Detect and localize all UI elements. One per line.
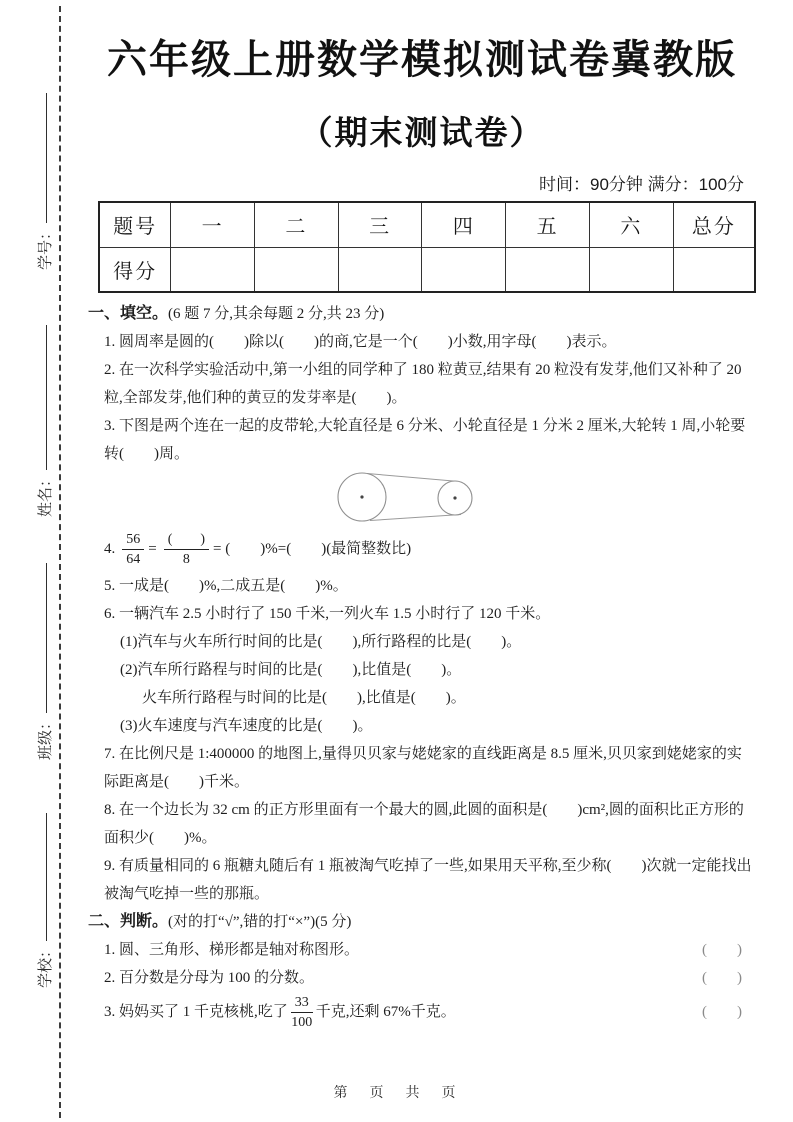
name-fill-line bbox=[46, 325, 47, 470]
score-empty-cell bbox=[673, 247, 755, 292]
section1-heading bbox=[88, 300, 756, 328]
class-fill-line bbox=[46, 563, 47, 713]
judgment-3 bbox=[88, 992, 756, 1032]
score-header-cell: 六 bbox=[589, 202, 673, 247]
score-table-score-row bbox=[99, 247, 755, 292]
sidebar-field-class bbox=[36, 563, 56, 760]
sidebar-field-student-id bbox=[36, 93, 56, 270]
student-id-fill-line bbox=[46, 93, 47, 223]
section2-note: (对的打“√”,错的打“×”)(5 分) bbox=[168, 914, 352, 930]
score-empty-cell bbox=[589, 247, 673, 292]
score-empty-cell bbox=[255, 247, 339, 292]
sidebar-field-name bbox=[36, 325, 56, 517]
question-4-rest: = ( )%=( )(最简整数比) bbox=[213, 541, 412, 557]
question-1: 1. 圆周率是圆的( )除以( )的商,它是一个( )小数,用字母( )表示。 bbox=[104, 334, 617, 350]
score-header-cell: 四 bbox=[422, 202, 506, 247]
judgment-1-answer-blank: ( ) bbox=[702, 942, 742, 958]
section1-note: (6 题 7 分,其余每题 2 分,共 23 分) bbox=[168, 306, 385, 322]
question-7: 7. 在比例尺是 1:400000 的地图上,量得贝贝家与姥姥家的直线距离是 8.5 厘米,贝贝家到姥姥家的实际距离是( )千米。 bbox=[104, 746, 742, 790]
page-subtitle: （期末测试卷） bbox=[299, 114, 545, 151]
score-row-label: 得分 bbox=[99, 247, 171, 292]
score-header-cell: 题号 bbox=[99, 202, 171, 247]
score-header-cell: 一 bbox=[171, 202, 255, 247]
section2-heading bbox=[88, 908, 756, 936]
score-table-header-row bbox=[99, 202, 755, 247]
judgment-3-answer-blank: ( ) bbox=[702, 1004, 742, 1020]
page-number-footer: 第 页 共 页 bbox=[333, 1084, 460, 1100]
dashed-cut-line bbox=[59, 6, 61, 1118]
section2-title: 二、判断。 bbox=[88, 913, 169, 930]
question-6-sub2: (2)汽车所行路程与时间的比是( ),比值是( )。 bbox=[120, 662, 462, 678]
score-empty-cell bbox=[506, 247, 590, 292]
school-fill-line bbox=[46, 813, 47, 941]
score-empty-cell bbox=[171, 247, 255, 292]
school-label: 学校： bbox=[37, 942, 54, 988]
question-4-number: 4. bbox=[104, 541, 116, 557]
fraction-33-100: $\frac{33}{100}$ bbox=[291, 994, 313, 1030]
question-8: 8. 在一个边长为 32 cm 的正方形里面有一个最大的圆,此圆的面积是( )cm²,圆的面积比正方形的面积少( )%。 bbox=[104, 802, 744, 846]
name-label: 姓名： bbox=[37, 471, 54, 517]
judgment-1-text: 1. 圆、三角形、梯形都是轴对称图形。 bbox=[104, 942, 360, 958]
sidebar-field-school bbox=[36, 813, 56, 988]
fraction-blank-8: $\frac{( )}{8}$ bbox=[164, 530, 209, 569]
question-6-sub1: (1)汽车与火车所行时间的比是( ),所行路程的比是( )。 bbox=[120, 634, 522, 650]
small-wheel-center-dot bbox=[453, 496, 456, 499]
large-wheel-center-dot bbox=[360, 495, 363, 498]
score-header-cell: 二 bbox=[255, 202, 339, 247]
question-9: 9. 有质量相同的 6 瓶糖丸随后有 1 瓶被淘气吃掉了一些,如果用天平称,至少称( )次就一定能找出被淘气吃掉一些的那瓶。 bbox=[104, 858, 752, 902]
section1-title: 一、填空。 bbox=[88, 305, 169, 322]
equals-sign: = bbox=[148, 541, 157, 557]
page-title: 六年级上册数学模拟测试卷冀教版 bbox=[107, 38, 737, 82]
score-header-cell: 五 bbox=[506, 202, 590, 247]
class-label: 班级： bbox=[37, 714, 54, 760]
question-4 bbox=[88, 526, 756, 572]
time-score-info: 时间：90分钟 满分：100分 bbox=[539, 175, 744, 194]
score-header-cell: 总分 bbox=[673, 202, 755, 247]
judgment-1 bbox=[88, 936, 756, 964]
judgment-2 bbox=[88, 964, 756, 992]
question-5: 5. 一成是( )%,二成五是( )%。 bbox=[104, 578, 348, 594]
score-empty-cell bbox=[422, 247, 506, 292]
score-empty-cell bbox=[338, 247, 422, 292]
judgment-2-answer-blank: ( ) bbox=[702, 970, 742, 986]
question-6-sub2b: 火车所行路程与时间的比是( ),比值是( )。 bbox=[142, 690, 466, 706]
judgment-3-text: 3. 妈妈买了 1 千克核桃,吃了 $\frac{33}{100}$ 千克,还剩 67%千克。 bbox=[104, 994, 456, 1030]
question-6-sub3: (3)火车速度与汽车速度的比是( )。 bbox=[120, 718, 373, 734]
judgment-2-text: 2. 百分数是分母为 100 的分数。 bbox=[104, 970, 315, 986]
student-id-label: 学号： bbox=[37, 224, 54, 270]
pulley-diagram bbox=[317, 470, 756, 524]
question-3: 3. 下图是两个连在一起的皮带轮,大轮直径是 6 分米、小轮直径是 1 分米 2 厘米,大轮转 1 周,小轮要转( )周。 bbox=[104, 418, 746, 462]
score-table bbox=[98, 201, 756, 293]
score-header-cell: 三 bbox=[338, 202, 422, 247]
question-2: 2. 在一次科学实验活动中,第一小组的同学种了 180 粒黄豆,结果有 20 粒没有发芽,他们又补种了 20 粒,全部发芽,他们种的黄豆的发芽率是( )。 bbox=[104, 362, 742, 406]
fraction-56-64: $\frac{56}{64}$ bbox=[122, 530, 144, 569]
question-6-intro: 6. 一辆汽车 2.5 小时行了 150 千米,一列火车 1.5 小时行了 120 千米。 bbox=[104, 606, 551, 622]
